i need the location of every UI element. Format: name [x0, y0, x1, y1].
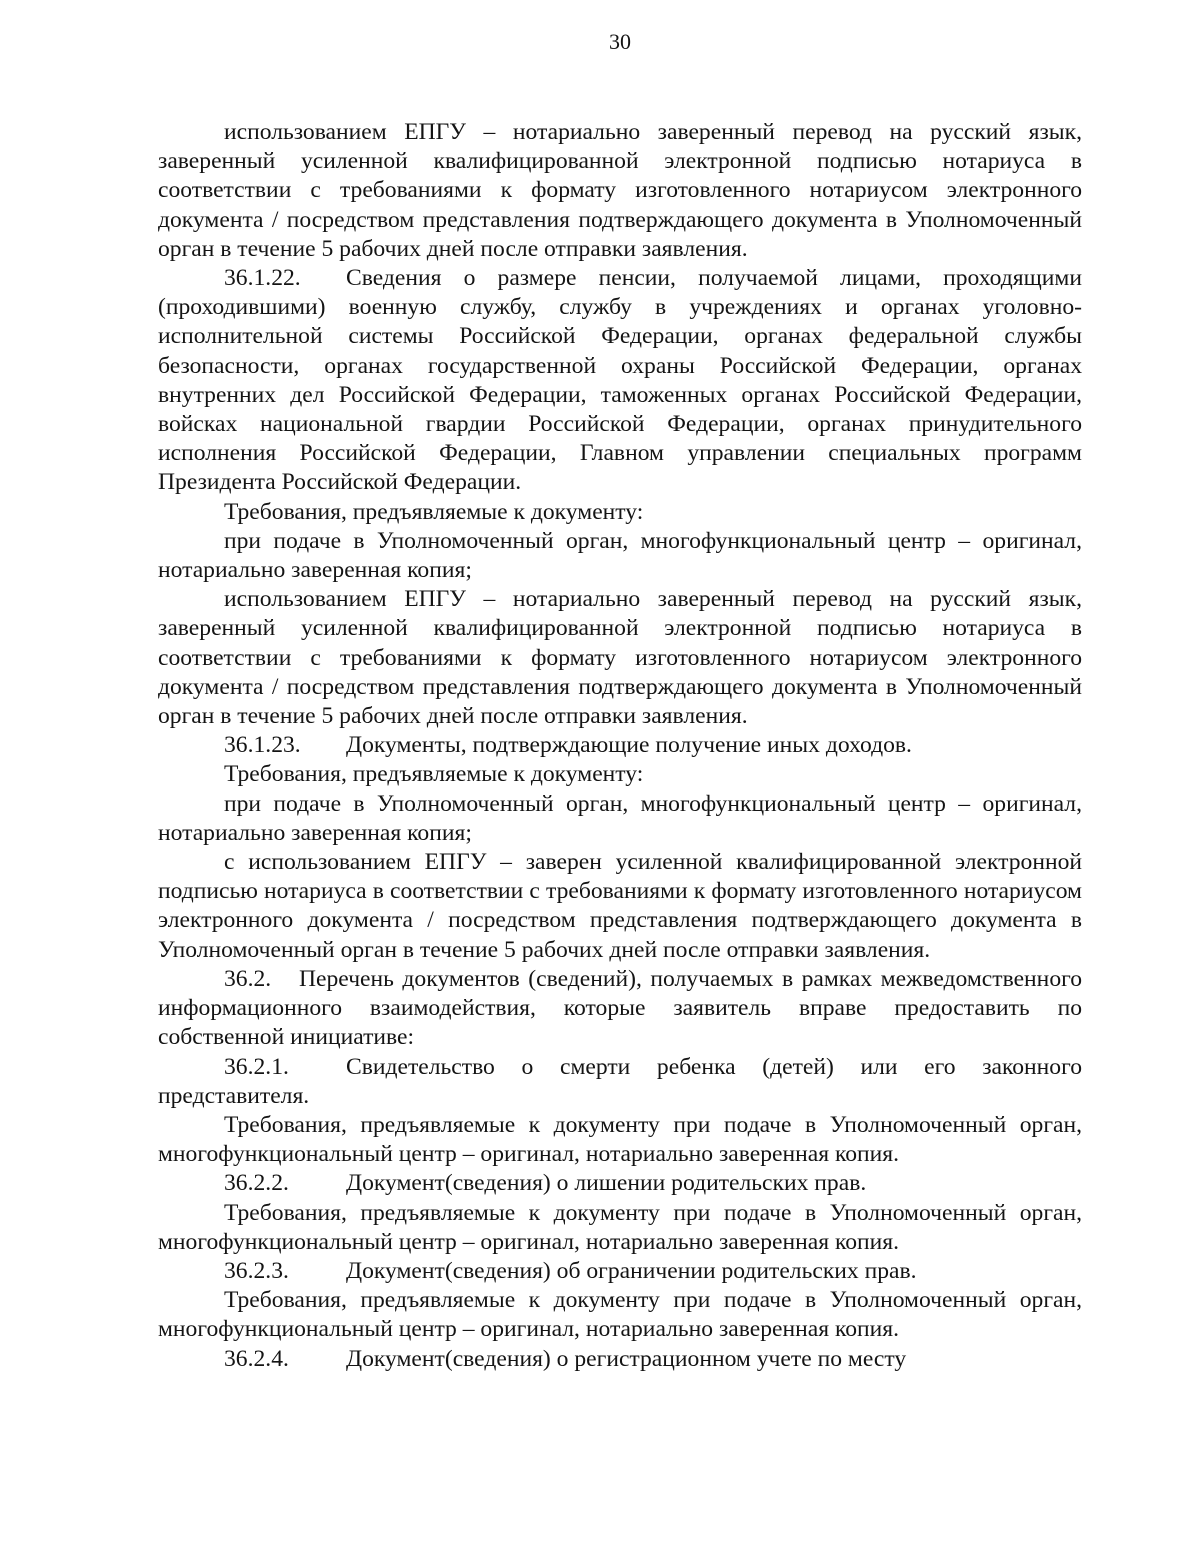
numbered-paragraph: [158, 731, 1082, 760]
paragraph: [158, 1111, 1082, 1169]
clause-number: 36.2.: [224, 965, 272, 992]
paragraph-text: Требования, предъявляемые к документу при подаче в Уполномоченный орган, многофункциональный центр – оригинал, нотариально заверенная копия.: [158, 1287, 1082, 1343]
numbered-paragraph: [158, 1257, 1082, 1286]
paragraph: [158, 527, 1082, 585]
clause-number: 36.2.4.: [224, 1345, 289, 1372]
paragraph-text: Сведения о размере пенсии, получаемой лицами, проходящими (проходившими) военную службу, службу в учреждениях и органах уголовно-исполнительной системы Российской Федерации, органах федеральной службы безопасности, органах государственной охраны Российской Федерации, органах внутренних дел Российской Федерации, таможенных органах Российской Федерации, войсках национальной гвардии Российской Федерации, органах принудительного исполнения Российской Федерации, Главном управлении специальных программ Президента Российской Федерации.: [158, 265, 1082, 496]
numbered-paragraph: [158, 1169, 1082, 1198]
paragraph: [158, 760, 1082, 789]
paragraph: [158, 848, 1082, 965]
paragraph: [158, 790, 1082, 848]
numbered-paragraph: [158, 1345, 1082, 1374]
clause-number: 36.1.22.: [224, 265, 301, 292]
paragraph-text: Требования, предъявляемые к документу:: [224, 498, 644, 525]
paragraph-text: использованием ЕПГУ – нотариально заверенный перевод на русский язык, заверенный усиленной квалифицированной электронной подписью нотариуса в соответствии с требованиями к формату изготовленного нотариусом электронного документа / посредством представления подтверждающего документа в Уполномоченный орган в течение 5 рабочих дней после отправки заявления.: [158, 586, 1082, 730]
numbered-paragraph: [158, 1053, 1082, 1111]
paragraph-text: Перечень документов (сведений), получаемых в рамках межведомственного информационного взаимодействия, которые заявитель вправе предоставить по собственной инициативе:: [158, 965, 1082, 1051]
numbered-paragraph: [158, 965, 1082, 1053]
paragraph-text: Требования, предъявляемые к документу при подаче в Уполномоченный орган, многофункциональный центр – оригинал, нотариально заверенная копия.: [158, 1199, 1082, 1255]
paragraph: [158, 1199, 1082, 1257]
document-body: [158, 118, 1082, 1374]
paragraph: [158, 585, 1082, 731]
paragraph-text: Документ(сведения) о лишении родительских прав.: [346, 1170, 867, 1197]
clause-number: 36.2.3.: [224, 1257, 289, 1284]
paragraph: [158, 118, 1082, 264]
numbered-paragraph: [158, 264, 1082, 498]
paragraph-text: использованием ЕПГУ – нотариально заверенный перевод на русский язык, заверенный усиленной квалифицированной электронной подписью нотариуса в соответствии с требованиями к формату изготовленного нотариусом электронного документа / посредством представления подтверждающего документа в Уполномоченный орган в течение 5 рабочих дней после отправки заявления.: [158, 119, 1082, 262]
paragraph-text: при подаче в Уполномоченный орган, многофункциональный центр – оригинал, нотариально заверенная копия;: [158, 790, 1082, 846]
paragraph-text: Свидетельство о смерти ребенка (детей) или его законного представителя.: [158, 1053, 1082, 1109]
clause-number: 36.1.23.: [224, 732, 301, 759]
paragraph-text: Документ(сведения) об ограничении родительских прав.: [346, 1257, 917, 1284]
paragraph-text: при подаче в Уполномоченный орган, многофункциональный центр – оригинал, нотариально заверенная копия;: [158, 527, 1082, 584]
page-number: 30: [609, 29, 631, 54]
paragraph-text: Требования, предъявляемые к документу:: [224, 761, 644, 788]
paragraph: [158, 498, 1082, 527]
paragraph-text: Требования, предъявляемые к документу при подаче в Уполномоченный орган, многофункциональный центр – оригинал, нотариально заверенная копия.: [158, 1111, 1082, 1168]
paragraph: [158, 1286, 1082, 1344]
paragraph-text: с использованием ЕПГУ – заверен усиленной квалифицированной электронной подписью нотариуса в соответствии с требованиями к формату изготовленного нотариусом электронного документа / посредством представления подтверждающего документа в Уполномоченный орган в течение 5 рабочих дней после отправки заявления.: [158, 849, 1082, 963]
clause-number: 36.2.2.: [224, 1170, 289, 1197]
paragraph-text: Документы, подтверждающие получение иных доходов.: [346, 732, 912, 759]
clause-number: 36.2.1.: [224, 1053, 289, 1080]
paragraph-text: Документ(сведения) о регистрационном учете по месту: [346, 1345, 907, 1372]
